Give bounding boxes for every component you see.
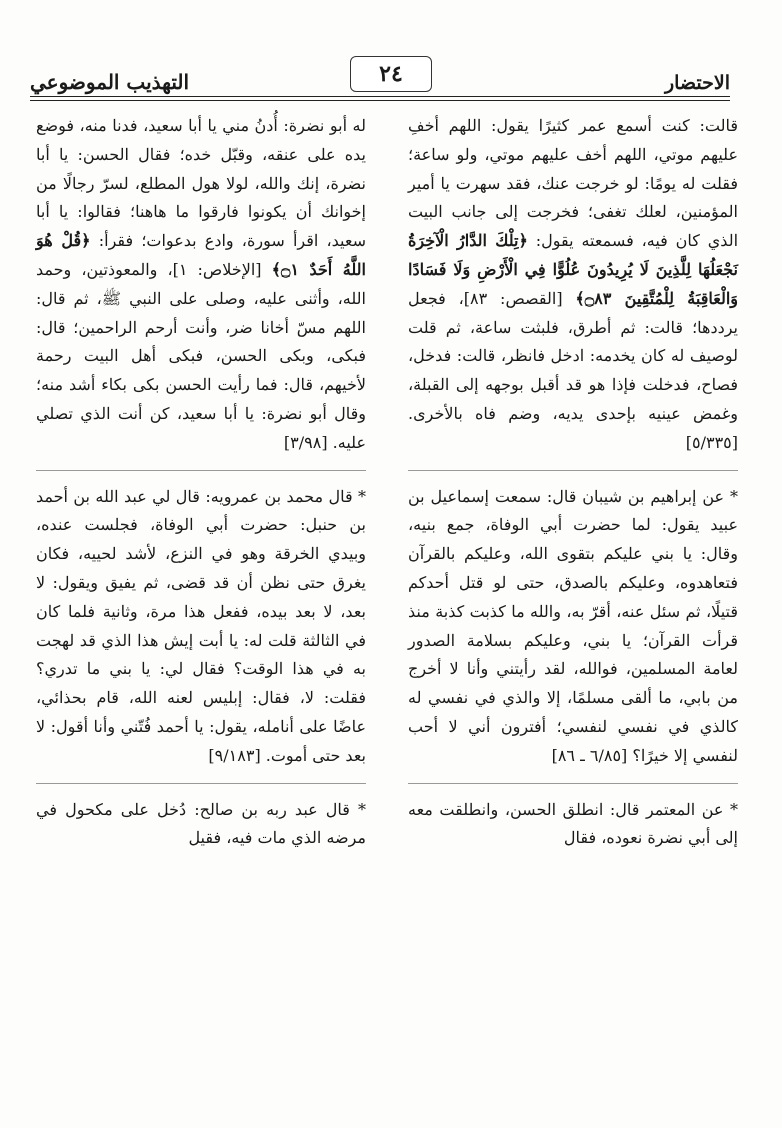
section-divider [36, 783, 366, 784]
section-divider [408, 470, 738, 471]
paragraph: * قال محمد بن عمرويه: قال لي عبد الله بن أحمد بن حنبل: حضرت أبي الوفاة، فجلست عنده، وبيدي الخرقة وهو في النزع، لأشد لحييه، فكان يغرق حتى نظن أن قد قضى، ثم يفيق ويقول: لا بعد، لا بعد بيده، ففعل هذا مرة، وثانية فلما كان في الثالثة قلت له: يا أبت إيش هذا الذي قد لهجت به في هذا الوقت؟ فقال لي: يا بني ما تدري؟ فقلت: لا، فقال: إبليس لعنه الله، قام بحذائي، عاضًا على أنامله، يقول: يا أحمد فُتّني وأنا أقول: لا بعد حتى أموت. [٩/١٨٣] [36, 486, 366, 765]
book-title: التهذيب الموضوعي [30, 70, 190, 94]
header-rule-secondary [30, 100, 730, 101]
paragraph: * عن إبراهيم بن شيبان قال: سمعت إسماعيل بن عبيد يقول: لما حضرت أبي الوفاة، جمع بنيه، وقال: يا بني عليكم بتقوى الله، وعليكم بالقرآن فتعاهدوه، وعليكم بالصدق، حتى لو قتل أحدكم قتيلًا، ثم سئل عنه، أقرّ به، والله ما كذبت كذبة منذ قرأت القرآن؛ يا بني، وعليكم بسلامة الصدور لعامة المسلمين، فوالله، لقد رأيتني وأنا لا أخرج من بابي، ما ألقى مسلمًا، إلا والذي في نفسي له كالذي في نفسي لنفسي؛ أفترون أني لا أحب لنفسي إلا خيرًا؟ [٦/٨٥ ـ ٨٦] [408, 486, 738, 765]
paragraph-text: [الإخلاص: ١]، والمعوذتين، وحمد الله، وأثنى عليه، وصلى على النبي ﷺ، ثم قال: اللهم مسّ أخانا ضر، وأنت أرحم الراحمين؛ قال: فبكى، وبكى الحسن، فبكى أهل البيت رحمة لأخيهم، قال: فما رأيت الحسن بكى بكاء أشد منه؛ وقال أبو نضرة: يا أبا سعيد، كن أنت الذي تصلي عليه. [٣/٩٨] [36, 259, 366, 452]
quran-verse: ﴿قُلْ هُوَ اللَّهُ أَحَدٌ ۝١﴾ [36, 231, 366, 279]
section-divider [408, 783, 738, 784]
section-divider [36, 470, 366, 471]
paragraph: * قال عبد ربه بن صالح: دُخل على مكحول في مرضه الذي مات فيه، فقيل [36, 799, 366, 848]
paragraph: * عن المعتمر قال: انطلق الحسن، وانطلقت معه إلى أبي نضرة نعوده، فقال [408, 799, 738, 848]
paragraph-text: له أبو نضرة: أُدنُ مني يا أبا سعيد، فدنا منه، فوضع يده على عنقه، وقبّل خده؛ فقال الحسن: يا أبا نضرة، إنك والله، لولا هول المطلع، لسرّ رجالًا من إخوانك أن يكونوا فارقوا ما هاهنا؛ فقالوا: يا أبا سعيد، اقرأ سورة، وادع بدعوات؛ فقرأ: [36, 116, 367, 251]
chapter-title: الاحتضار [664, 72, 730, 94]
left-column [36, 112, 366, 865]
page-number: ٢٤ [350, 56, 432, 92]
paragraph-text: [القصص: ٨٣]، فجعل يرددها؛ قالت: ثم أطرق، فلبثت ساعة، ثم قلت لوصيف له كان يخدمه: ادخل فانظر، قالت: فدخل، فصاح، فدخلت فإذا هو قد أقبل بوجهه إلى القبلة، وغمض عينيه بإحدى يديه، وضم فاه بالأخرى. [٥/٣٣٥] [408, 288, 738, 452]
page-header [30, 52, 730, 106]
quran-verse: ﴿تِلْكَ الدَّارُ الْآخِرَةُ نَجْعَلُهَا لِلَّذِينَ لَا يُرِيدُونَ عُلُوًّا فِي الْأَرْضِ وَلَا فَسَادًا وَالْعَاقِبَةُ لِلْمُتَّقِينَ ۝٨٣﴾ [408, 231, 738, 308]
right-column [408, 112, 738, 865]
paragraph [36, 112, 366, 458]
paragraph-text: قالت: كنت أسمع عمر كثيرًا يقول: اللهم أخفِ عليهم موتي، اللهم أخف عليهم موتي، ولو ساعة؛ فقلت له يومًا: لو خرجت عنك، فقد سهرت يا أمير المؤمنين، لعلك تغفى؛ فخرجت إلى جانب البيت الذي كان فيه، فسمعته يقول: [408, 116, 739, 251]
header-rule [30, 96, 730, 97]
paragraph [408, 112, 738, 458]
